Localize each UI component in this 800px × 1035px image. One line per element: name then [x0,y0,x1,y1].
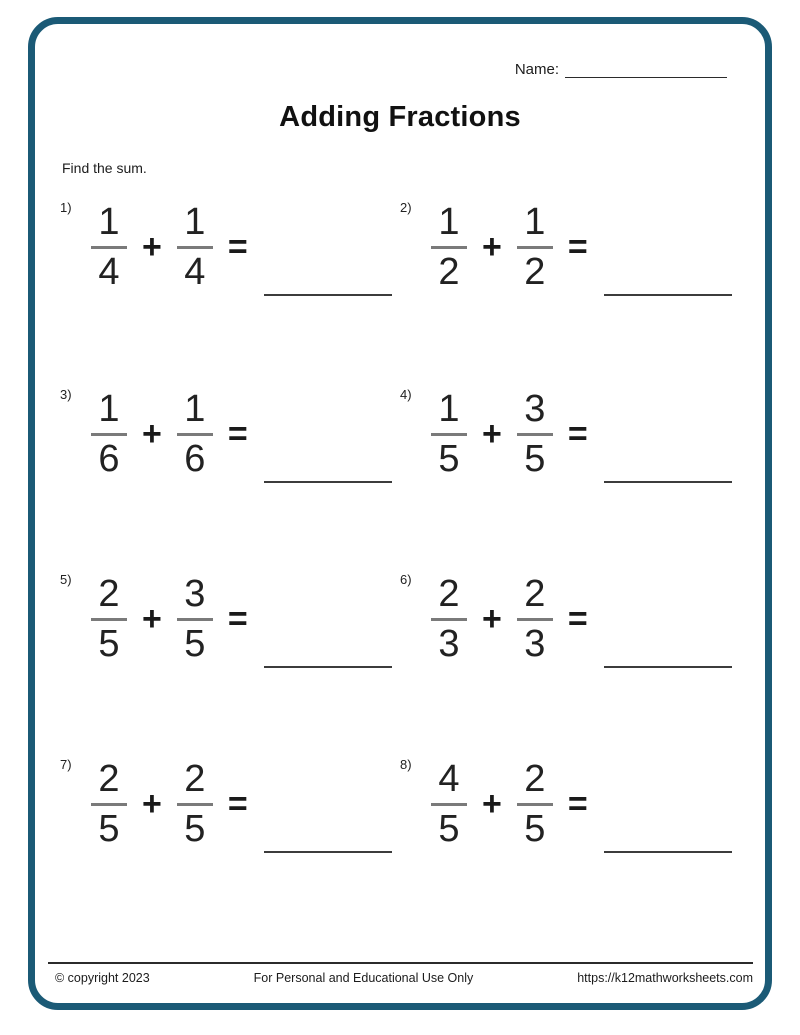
plus-sign: + [482,600,502,638]
numerator: 3 [524,388,546,430]
fraction-2 [172,574,218,665]
numerator: 3 [184,573,206,615]
denominator: 2 [524,251,546,293]
fraction-1 [86,202,132,293]
denominator: 5 [438,438,460,480]
equals-sign: = [567,785,588,823]
problem-number: 7) [60,757,72,772]
fraction-bar [517,246,553,249]
plus-sign: + [482,785,502,823]
denominator: 5 [524,438,546,480]
expression [86,574,392,665]
expression [426,202,732,293]
fraction-bar [91,246,127,249]
fraction-bar [177,433,213,436]
copyright-text: © copyright 2023 [55,971,150,985]
denominator: 6 [184,438,206,480]
expression [426,759,732,850]
problem-7 [60,755,396,865]
plus-sign: + [142,228,162,266]
numerator: 2 [98,573,120,615]
denominator: 2 [438,251,460,293]
fraction-bar [431,618,467,621]
problem-number: 8) [400,757,412,772]
plus-sign: + [142,415,162,453]
denominator: 5 [184,623,206,665]
fraction-2 [172,389,218,480]
fraction-1 [426,389,472,480]
fraction-2 [512,202,558,293]
plus-sign: + [142,600,162,638]
fraction-bar [517,803,553,806]
numerator: 1 [184,201,206,243]
plus-sign: + [482,415,502,453]
equals-sign: = [567,600,588,638]
problem-4 [400,385,736,495]
answer-blank [604,294,732,296]
problem-number: 2) [400,200,412,215]
problem-6 [400,570,736,680]
problem-1 [60,198,396,308]
fraction-bar [431,246,467,249]
expression [86,389,392,480]
numerator: 2 [524,573,546,615]
fraction-1 [426,759,472,850]
problem-number: 1) [60,200,72,215]
equals-sign: = [567,228,588,266]
fraction-1 [86,389,132,480]
fraction-bar [177,246,213,249]
denominator: 3 [524,623,546,665]
expression [86,202,392,293]
numerator: 1 [438,388,460,430]
numerator: 2 [524,758,546,800]
fraction-bar [177,803,213,806]
numerator: 2 [184,758,206,800]
footer [55,971,753,985]
fraction-bar [431,803,467,806]
problem-8 [400,755,736,865]
fraction-bar [177,618,213,621]
plus-sign: + [482,228,502,266]
plus-sign: + [142,785,162,823]
numerator: 2 [98,758,120,800]
fraction-bar [91,433,127,436]
problem-3 [60,385,396,495]
denominator: 3 [438,623,460,665]
fraction-2 [512,574,558,665]
problem-number: 3) [60,387,72,402]
numerator: 1 [184,388,206,430]
fraction-1 [426,202,472,293]
fraction-1 [426,574,472,665]
fraction-2 [512,759,558,850]
denominator: 5 [98,808,120,850]
fraction-2 [172,759,218,850]
expression [426,389,732,480]
problem-number: 5) [60,572,72,587]
footer-divider [48,962,753,964]
fraction-1 [86,574,132,665]
equals-sign: = [227,785,248,823]
answer-blank [264,666,392,668]
numerator: 4 [438,758,460,800]
answer-blank [264,481,392,483]
numerator: 1 [98,388,120,430]
fraction-bar [431,433,467,436]
fraction-2 [172,202,218,293]
denominator: 5 [524,808,546,850]
name-field [515,61,727,78]
fraction-1 [86,759,132,850]
usage-text: For Personal and Educational Use Only [253,971,474,985]
denominator: 4 [98,251,120,293]
numerator: 2 [438,573,460,615]
website-url: https://k12mathworksheets.com [577,971,753,985]
denominator: 5 [184,808,206,850]
problem-number: 6) [400,572,412,587]
denominator: 6 [98,438,120,480]
equals-sign: = [567,415,588,453]
equals-sign: = [227,415,248,453]
fraction-bar [91,618,127,621]
equals-sign: = [227,228,248,266]
denominator: 5 [438,808,460,850]
answer-blank [264,851,392,853]
answer-blank [264,294,392,296]
denominator: 5 [98,623,120,665]
fraction-bar [517,618,553,621]
fraction-2 [512,389,558,480]
name-blank-line [565,63,727,78]
answer-blank [604,481,732,483]
name-label: Name: [514,61,559,78]
expression [426,574,732,665]
denominator: 4 [184,251,206,293]
problem-5 [60,570,396,680]
problem-2 [400,198,736,308]
fraction-bar [91,803,127,806]
numerator: 1 [438,201,460,243]
expression [86,759,392,850]
problem-number: 4) [400,387,412,402]
fraction-bar [517,433,553,436]
equals-sign: = [227,600,248,638]
instruction-text: Find the sum. [62,160,147,176]
numerator: 1 [524,201,546,243]
page-title: Adding Fractions [279,101,521,133]
answer-blank [604,851,732,853]
answer-blank [604,666,732,668]
numerator: 1 [98,201,120,243]
